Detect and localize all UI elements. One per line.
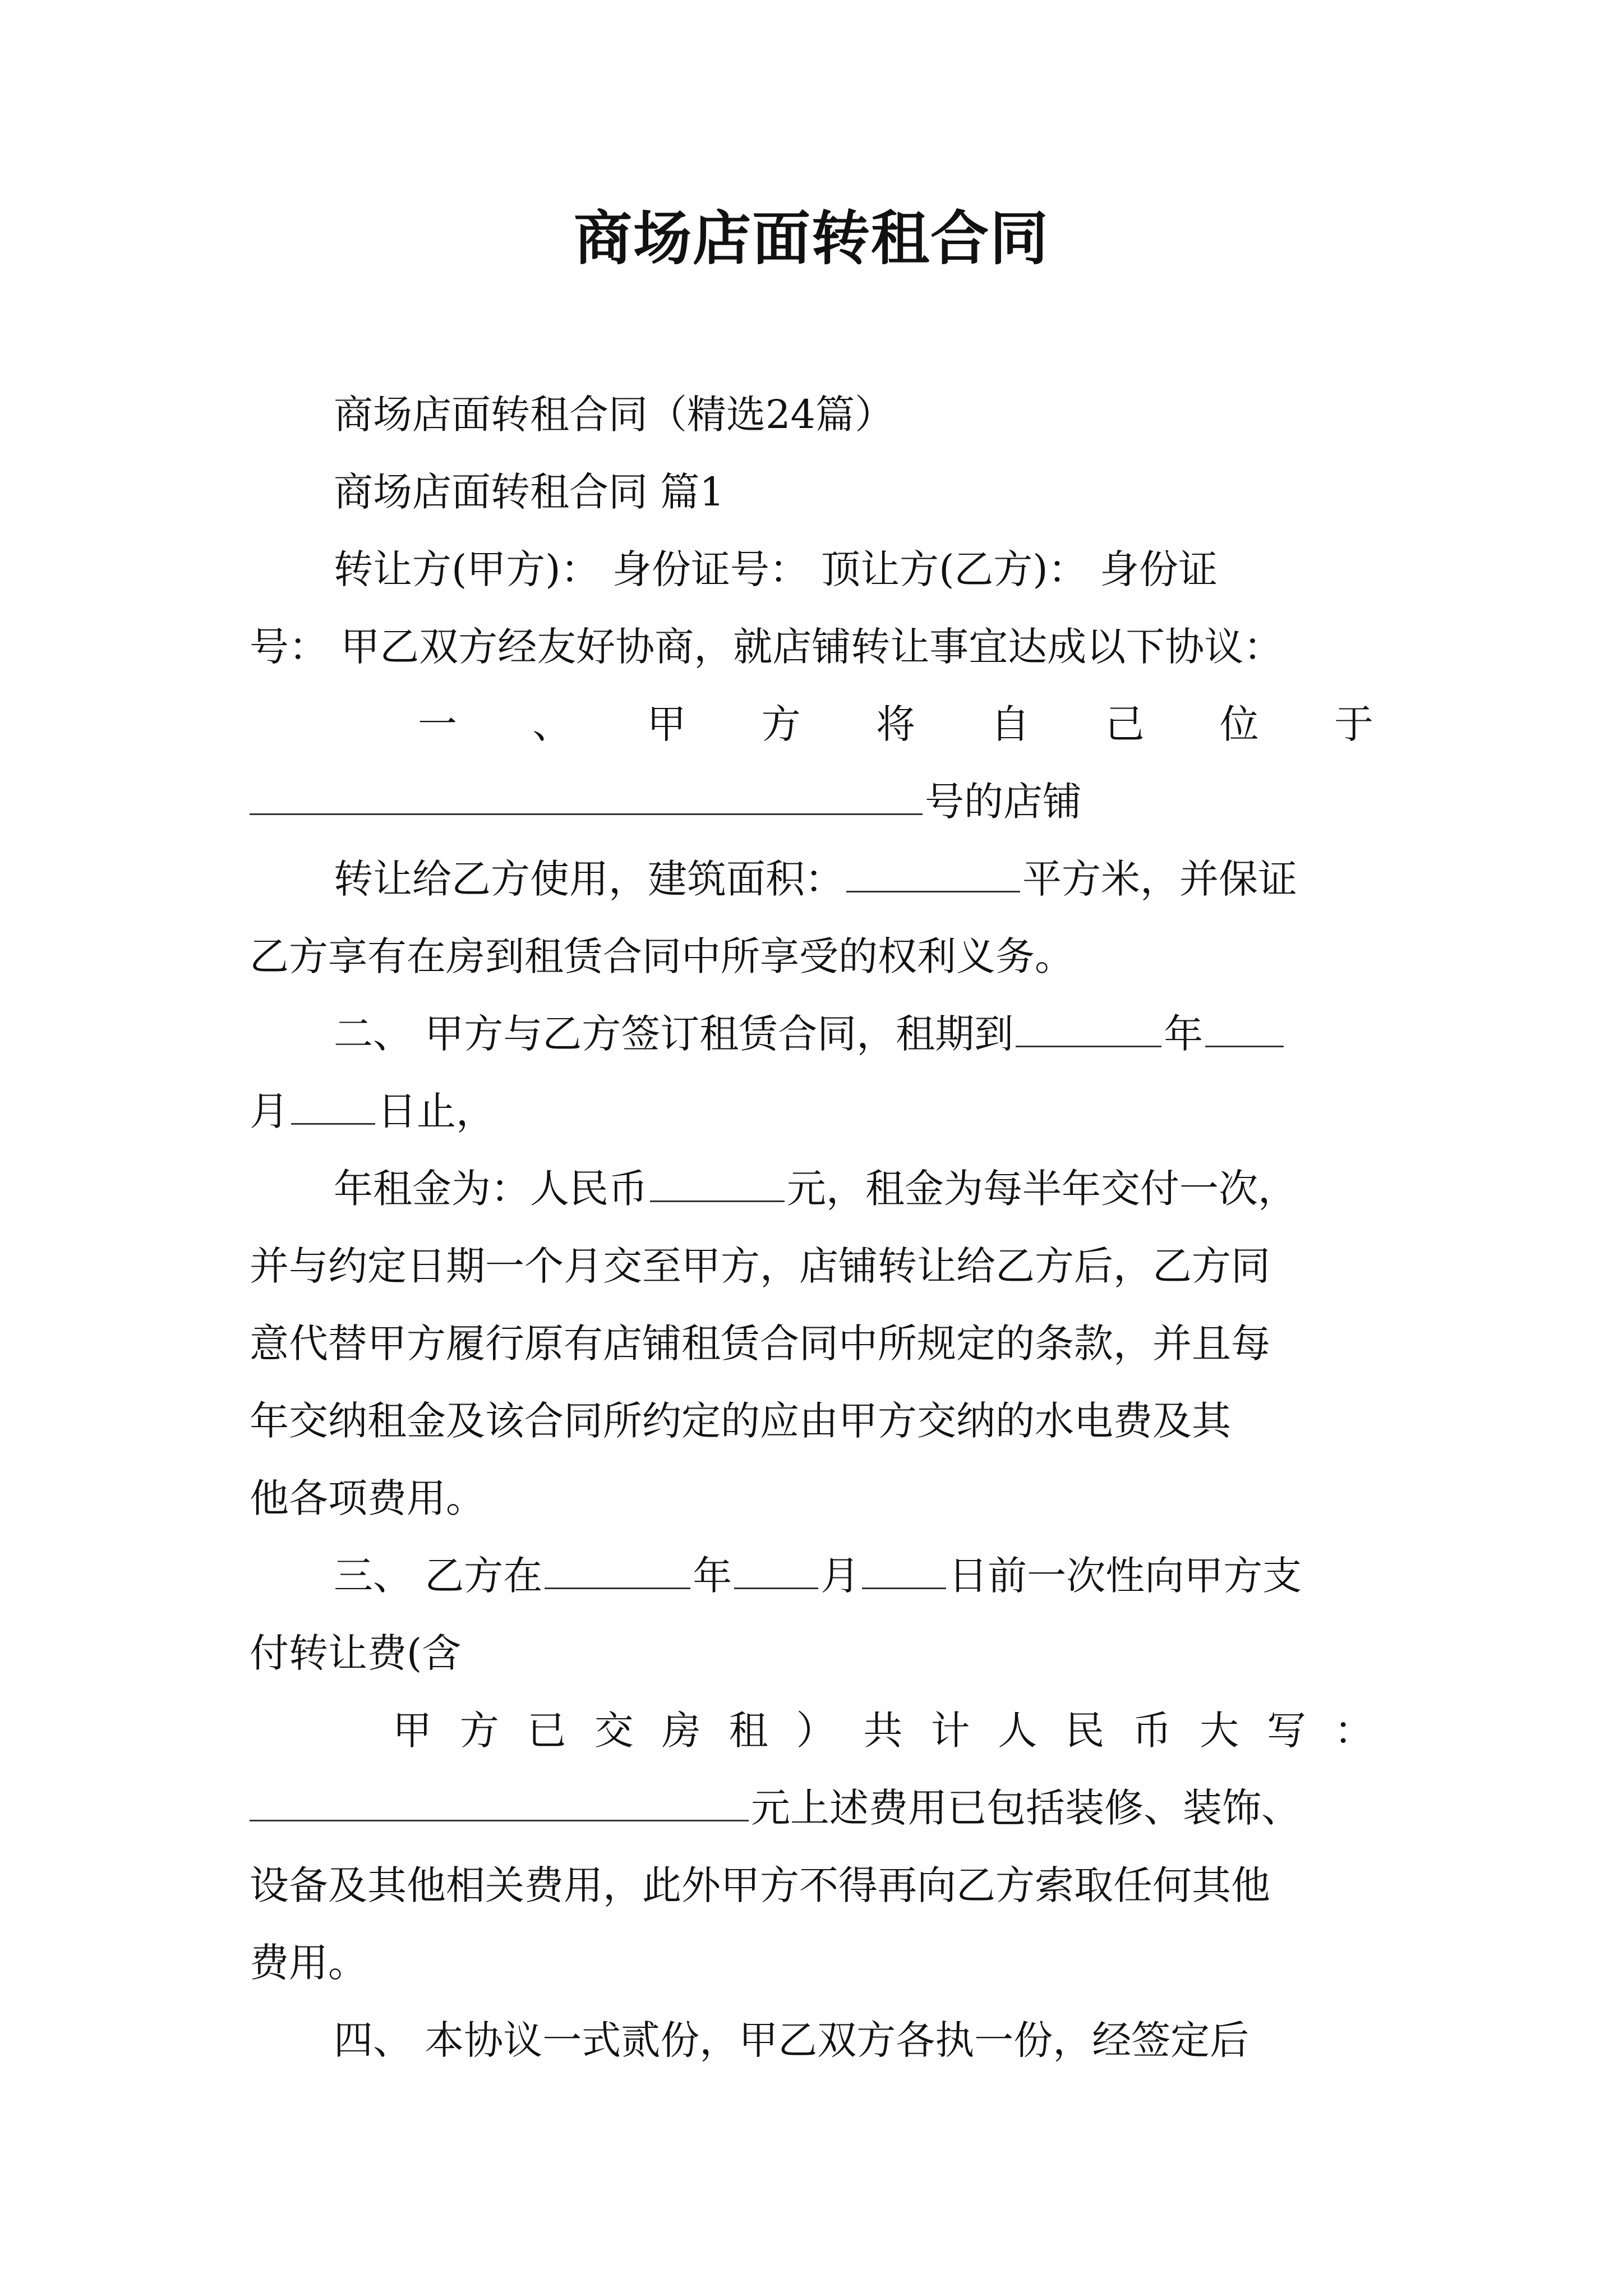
clause3-text: 三、 乙方在 <box>334 1553 543 1599</box>
clause2-line-2 <box>250 1073 1373 1150</box>
month-label: 月 <box>820 1553 860 1599</box>
spread-char: 交 <box>594 1708 634 1754</box>
area-label: 转让给乙方使用，建筑面积： <box>334 856 844 902</box>
clause3-line-6: 费用。 <box>250 1940 367 1986</box>
clause2-text: 二、 甲方与乙方签订租赁合同，租期到 <box>334 1011 1014 1057</box>
spread-char: ） <box>796 1708 836 1754</box>
month-blank <box>734 1548 818 1589</box>
clause1-area-line <box>250 840 1373 918</box>
spread-char: 位 <box>1219 701 1259 747</box>
amount-text: 元上述费用已包括装修、装饰、 <box>751 1785 1301 1831</box>
spread-char: 房 <box>661 1708 701 1754</box>
spread-char: 、 <box>532 701 572 747</box>
area-unit: 平方米，并保证 <box>1022 856 1297 902</box>
clause3-spread-line <box>250 1692 1373 1769</box>
spread-char: 人 <box>998 1708 1038 1754</box>
heading-line: 商场店面转租合同（精选24篇） <box>334 392 895 438</box>
spread-char: 币 <box>1132 1708 1172 1754</box>
spread-char: 己 <box>1105 701 1145 747</box>
subheading-line: 商场店面转租合同 篇1 <box>334 469 725 515</box>
spread-char: ： <box>1334 1708 1373 1754</box>
spread-char: 写 <box>1266 1708 1306 1754</box>
rent-line-4: 年交纳租金及该合同所约定的应由甲方交纳的水电费及其 <box>250 1398 1231 1444</box>
clause1-spread-line <box>250 685 1373 763</box>
spread-char: 租 <box>728 1708 768 1754</box>
day-blank <box>291 1084 375 1125</box>
area-blank <box>846 852 1020 892</box>
rent-label: 年租金为：人民币 <box>334 1166 648 1212</box>
spread-char: 计 <box>930 1708 970 1754</box>
rent-text: 元，租金为每半年交付一次， <box>787 1166 1297 1212</box>
clause3-text-2: 日前一次性向甲方支 <box>948 1553 1302 1599</box>
year-label: 年 <box>693 1553 732 1599</box>
spread-char: 甲 <box>647 701 686 747</box>
spread-char: 于 <box>1334 701 1373 747</box>
rent-line-1 <box>250 1150 1373 1227</box>
rent-blank <box>650 1161 785 1202</box>
rent-line-3: 意代替甲方履行原有店铺租赁合同中所规定的条款，并且每 <box>250 1320 1270 1366</box>
year-label: 年 <box>1164 1011 1204 1057</box>
year-blank <box>1016 1006 1161 1047</box>
clause3-line-5: 设备及其他相关费用，此外甲方不得再向乙方索取任何其他 <box>250 1862 1270 1908</box>
location-suffix: 号的店铺 <box>925 779 1082 825</box>
clause1-rights-line: 乙方享有在房到租赁合同中所享受的权利义务。 <box>250 933 1074 979</box>
rent-line-2: 并与约定日期一个月交至甲方，店铺转让给乙方后，乙方同 <box>250 1243 1270 1289</box>
spread-char: 方 <box>761 701 801 747</box>
document-body <box>250 376 1373 2079</box>
spread-char: 方 <box>459 1708 499 1754</box>
clause3-amount-line <box>250 1769 1373 1847</box>
spread-char: 已 <box>527 1708 566 1754</box>
spread-char: 将 <box>876 701 915 747</box>
clause1-location-line <box>250 763 1373 840</box>
year-blank <box>545 1548 690 1589</box>
spread-char: 自 <box>990 701 1030 747</box>
amount-blank <box>250 1780 749 1821</box>
parties-line-2: 号： 甲乙双方经友好协商，就店铺转让事宜达成以下协议： <box>250 624 1283 670</box>
location-blank <box>250 774 923 815</box>
clause2-line-1 <box>250 995 1373 1073</box>
month-blank <box>1205 1006 1284 1047</box>
day-end-label: 日止， <box>377 1088 495 1134</box>
spread-char: 一 <box>418 701 457 747</box>
spread-char: 甲 <box>393 1708 432 1754</box>
spread-char: 共 <box>863 1708 903 1754</box>
spread-char: 民 <box>1065 1708 1105 1754</box>
spread-char: 大 <box>1200 1708 1239 1754</box>
document-title: 商场店面转租合同 <box>573 204 1049 273</box>
rent-line-5: 他各项费用。 <box>250 1475 485 1521</box>
clause3-line-2: 付转让费(含 <box>250 1630 462 1676</box>
month-label: 月 <box>250 1088 289 1134</box>
clause3-line-1 <box>250 1537 1373 1614</box>
day-blank <box>862 1548 946 1589</box>
clause4-line-1: 四、 本协议一式贰份，甲乙双方各执一份，经签定后 <box>334 2017 1249 2063</box>
parties-line-1: 转让方(甲方)： 身份证号： 顶让方(乙方)： 身份证 <box>334 546 1218 592</box>
